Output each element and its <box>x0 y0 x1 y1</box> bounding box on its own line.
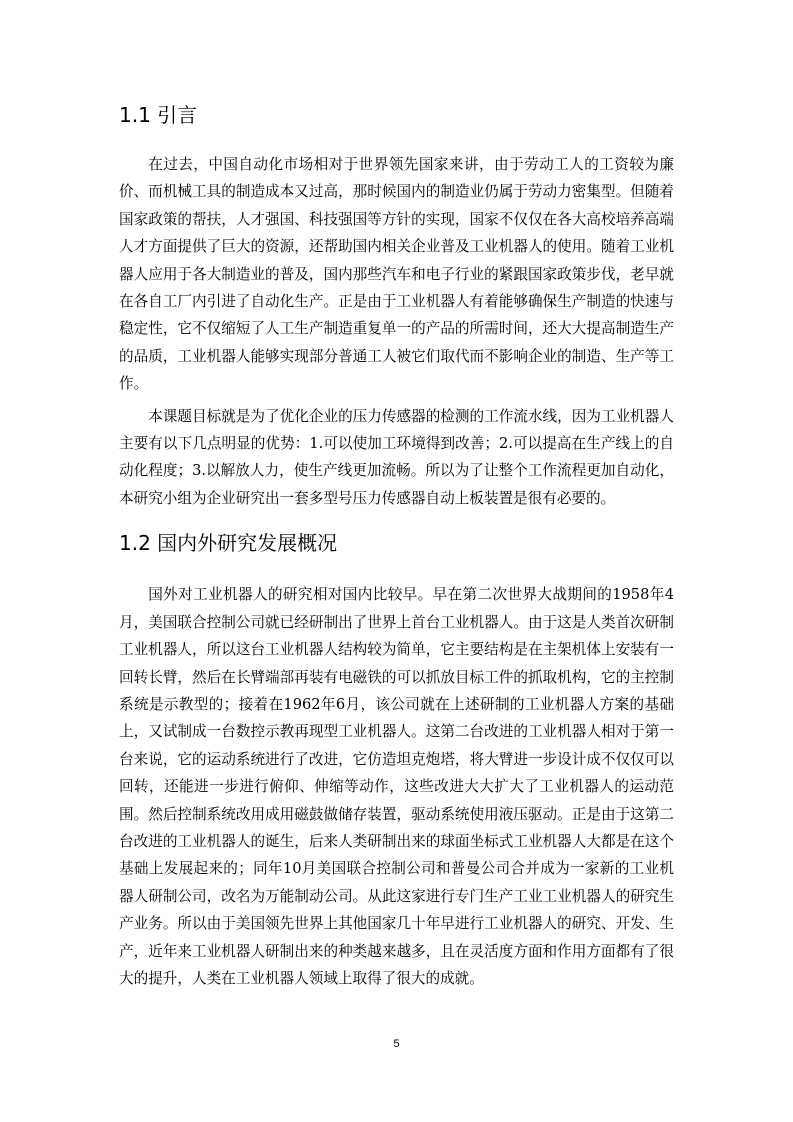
intro-paragraph-2: 本课题目标就是为了优化企业的压力传感器的检测的工作流水线，因为工业机器人主要有以下几点明显的优势：1.可以使加工环境得到改善；2.可以提高在生产线上的自动化程度；3.以解放人力，使生产线更加流畅。所以为了让整个工作流程更加自动化，本研究小组为企业研究出一套多型号压力传感器自动上板装置是很有必要的。 <box>119 407 674 507</box>
intro-paragraph-1: 在过去，中国自动化市场相对于世界领先国家来讲，由于劳动工人的工资较为廉价、而机械工具的制造成本又过高，那时候国内的制造业仍属于劳动力密集型。但随着国家政策的帮扶，人才强国、科技强国等方针的实现，国家不仅仅在各大高校培养高端人才方面提供了巨大的资源，还帮助国内相关企业普及工业机器人的使用。随着工业机器人应用于各大制造业的普及，国内那些汽车和电子行业的紧跟国家政策步伐，老早就在各自工厂内引进了自动化生产。正是由于工业机器人有着能够确保生产制造的快速与稳定性，它不仅缩短了人工生产制造重复单一的产品的所需时间，还大大提高制造生产的品质，工业机器人能够实现部分普通工人被它们取代而不影响企业的制造、生产等工作。 <box>119 156 674 393</box>
page-content <box>119 100 674 992</box>
page-number: 5 <box>393 1038 400 1050</box>
research-paragraph-1: 国外对工业机器人的研究相对国内比较早。早在第二次世界大战期间的1958年4月，美国联合控制公司就已经研制出了世界上首台工业机器人。由于这是人类首次研制工业机器人，所以这台工业机器人结构较为简单，它主要结构是在主架机体上安装有一回转长臂，然后在长臂端部再装有电磁铁的可以抓放目标工件的抓取机构，它的主控制系统是示教型的；接着在1962年6月，该公司就在上述研制的工业机器人方案的基础上，又试制成一台数控示教再现型工业机器人。这第二台改进的工业机器人相对于第一台来说，它的运动系统进行了改进，它仿造坦克炮塔，将大臂进一步设计成不仅仅可以回转，还能进一步进行俯仰、伸缩等动作，这些改进大大扩大了工业机器人的运动范围。然后控制系统改用成用磁鼓做储存装置，驱动系统使用液压驱动。正是由于这第二台改进的工业机器人的诞生，后来人类研制出来的球面坐标式工业机器人大都是在这个基础上发展起来的；同年10月美国联合控制公司和普曼公司合并成为一家新的工业机器人研制公司，改名为万能制动公司。从此这家进行专门生产工业工业机器人的研究生产业务。所以由于美国领先世界上其他国家几十年早进行工业机器人的研究、开发、生产，近年来工业机器人研制出来的种类越来越多，且在灵活度方面和作用方面都有了很大的提升，人类在工业机器人领域上取得了很大的成就。 <box>119 586 674 987</box>
section-heading-research-overview: 1.2 国内外研究发展概况 <box>119 531 338 556</box>
section-heading-introduction: 1.1 引言 <box>119 103 198 127</box>
